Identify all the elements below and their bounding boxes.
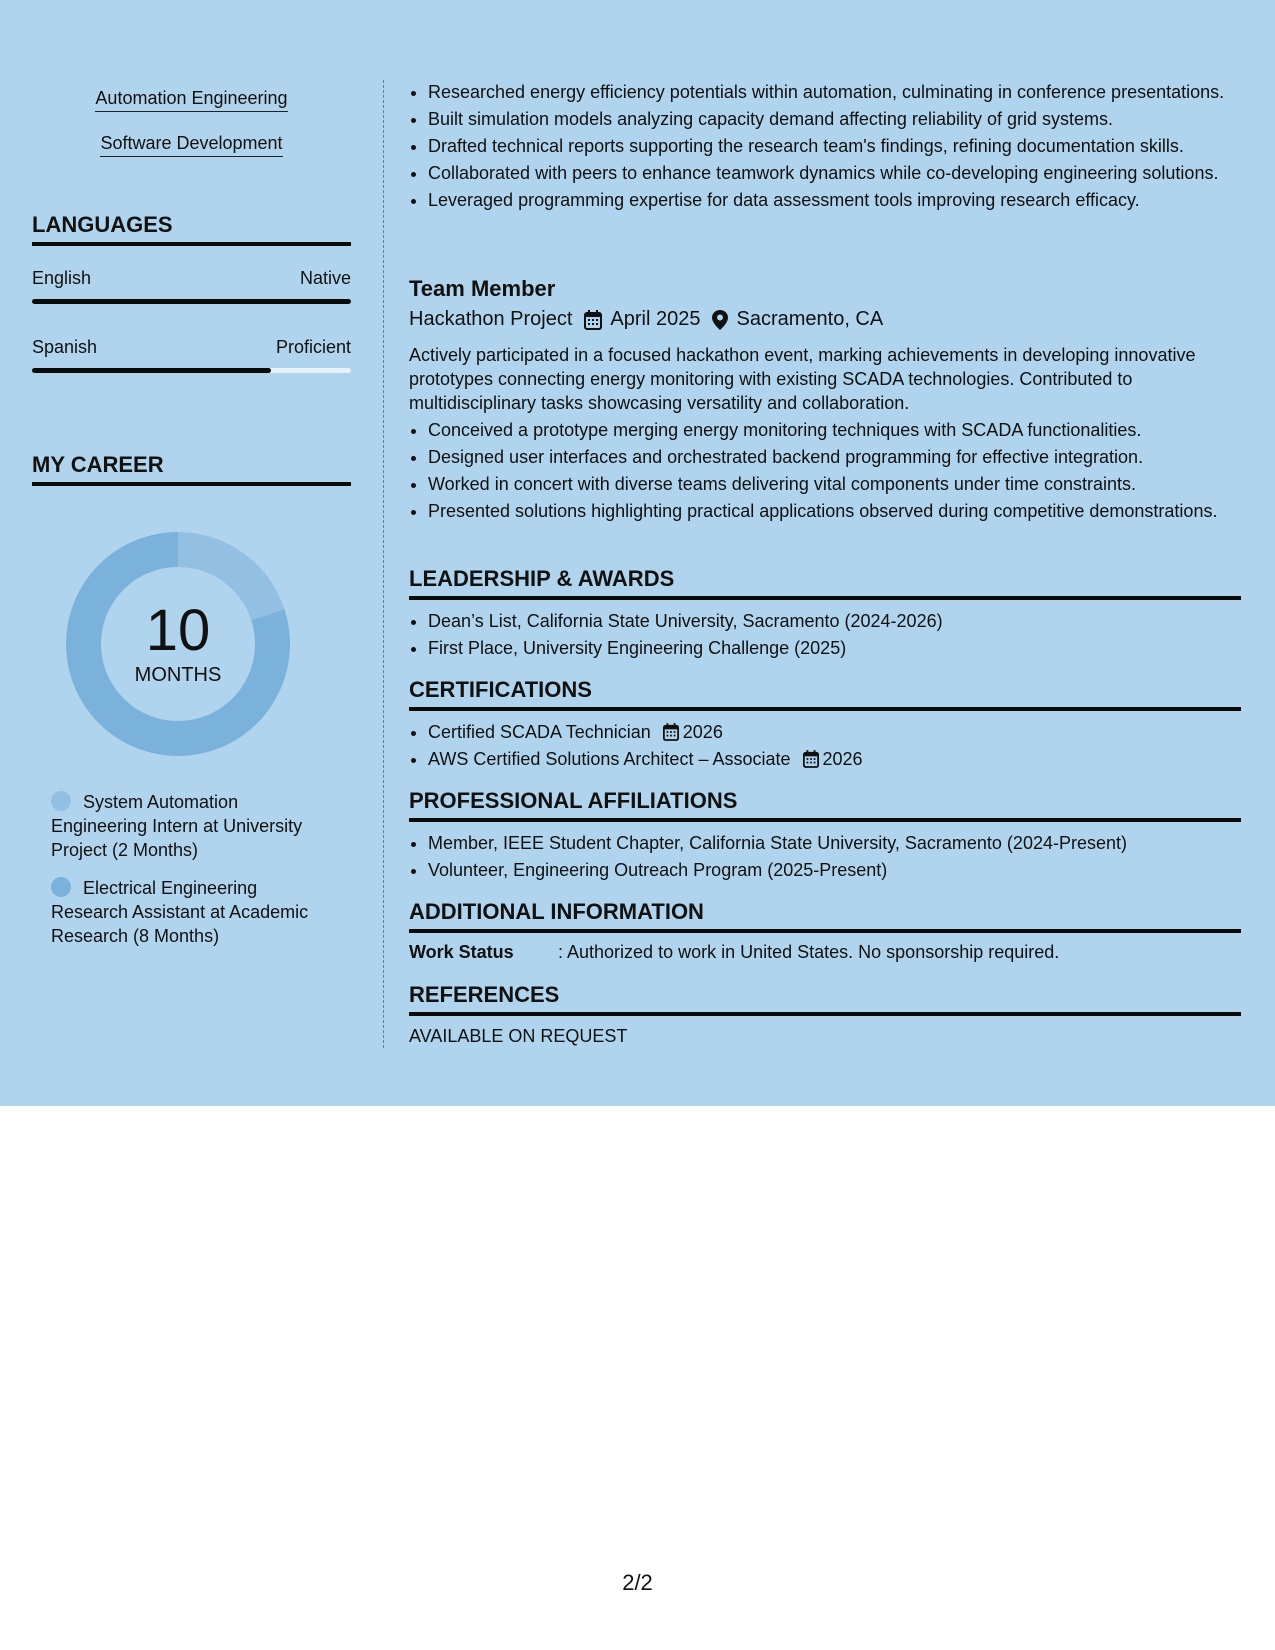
list-item: • Presented solutions highlighting practical applications observed during competitive demonstrations. — [428, 499, 1260, 523]
list-item: • Designed user interfaces and orchestrated backend programming for effective integration. — [428, 445, 1260, 469]
language-proficiency-fill — [32, 368, 271, 373]
certifications-list — [409, 720, 1260, 774]
list-item — [428, 720, 1260, 744]
career-total-value: 10 — [145, 597, 211, 663]
list-item: • Volunteer, Engineering Outreach Program (2025-Present) — [428, 858, 1260, 882]
page-number: 2/2 — [622, 1570, 653, 1595]
calendar-icon — [584, 310, 602, 330]
language-row — [32, 268, 351, 289]
skill-label: Software Development — [100, 133, 282, 157]
location-pin-icon — [712, 310, 728, 330]
entry-meta — [409, 308, 883, 331]
list-item: • Member, IEEE Student Chapter, California State University, Sacramento (2024-Present) — [428, 831, 1260, 855]
list-item — [428, 747, 1260, 771]
work-status-row — [409, 942, 1059, 963]
list-item: • Drafted technical reports supporting the research team's findings, refining documentation skills. — [428, 134, 1260, 158]
additional-info-heading: ADDITIONAL INFORMATION — [409, 899, 1241, 933]
career-legend-item — [51, 876, 331, 948]
certification-year: 2026 — [822, 749, 863, 769]
entry-description: Actively participated in a focused hackathon event, marking achievements in developing innovative prototypes connecting energy monitoring with existing SCADA technologies. Contributed to multidisciplinary tasks showcasing versatility and collaboration. — [409, 345, 1196, 413]
experience-bullet-list — [409, 80, 1260, 215]
language-row — [32, 337, 351, 358]
certification-name: • Certified SCADA Technician — [428, 722, 651, 742]
skill-item — [32, 133, 351, 157]
skill-label: Automation Engineering — [95, 88, 287, 112]
work-status-value: : Authorized to work in United States. No sponsorship required. — [558, 942, 1060, 962]
list-item: • First Place, University Engineering Challenge (2025) — [428, 636, 1260, 660]
legend-color-dot — [51, 791, 71, 811]
entry-location: Sacramento, CA — [736, 308, 884, 330]
entry-date: April 2025 — [610, 308, 701, 330]
affiliations-list — [409, 831, 1260, 885]
language-level: Native — [299, 268, 351, 288]
references-heading: REFERENCES — [409, 982, 1241, 1016]
column-divider — [383, 80, 384, 1048]
legend-label: Electrical Engineering Research Assistant at Academic Research (8 Months) — [51, 878, 309, 946]
calendar-icon — [663, 723, 679, 741]
career-donut-center — [66, 532, 290, 756]
language-level: Proficient — [275, 337, 351, 357]
leadership-list — [409, 609, 1260, 663]
skill-item — [32, 88, 351, 112]
list-item: • Leveraged programming expertise for data assessment tools improving research efficacy. — [428, 188, 1260, 212]
list-item: • Worked in concert with diverse teams delivering vital components under time constraints. — [428, 472, 1260, 496]
entry-organization: Hackathon Project — [409, 308, 573, 330]
legend-color-dot — [51, 877, 71, 897]
languages-heading: LANGUAGES — [32, 212, 351, 246]
certifications-heading: CERTIFICATIONS — [409, 677, 1241, 711]
language-proficiency-bar — [32, 299, 351, 304]
leadership-heading: LEADERSHIP & AWARDS — [409, 566, 1241, 600]
career-legend-item — [51, 790, 331, 862]
legend-label: System Automation Engineering Intern at University Project (2 Months) — [51, 792, 303, 860]
language-proficiency-fill — [32, 299, 351, 304]
entry-title: Team Member — [409, 276, 556, 301]
list-item: • Dean’s List, California State University, Sacramento (2024-2026) — [428, 609, 1260, 633]
list-item: • Researched energy efficiency potentials within automation, culminating in conference presentations. — [428, 80, 1260, 104]
references-text: AVAILABLE ON REQUEST — [409, 1026, 628, 1046]
work-status-label: Work Status — [409, 942, 514, 962]
team-member-bullet-list — [409, 418, 1260, 526]
affiliations-heading: PROFESSIONAL AFFILIATIONS — [409, 788, 1241, 822]
list-item: • Collaborated with peers to enhance teamwork dynamics while co-developing engineering solutions. — [428, 161, 1260, 185]
certification-year: 2026 — [682, 722, 723, 742]
language-name: English — [32, 268, 92, 288]
certification-name: • AWS Certified Solutions Architect – Associate — [428, 749, 791, 769]
language-name: Spanish — [32, 337, 98, 357]
calendar-icon — [803, 750, 819, 768]
list-item: • Built simulation models analyzing capacity demand affecting reliability of grid systems. — [428, 107, 1260, 131]
career-heading: MY CAREER — [32, 452, 351, 486]
list-item: • Conceived a prototype merging energy monitoring techniques with SCADA functionalities. — [428, 418, 1260, 442]
language-proficiency-bar — [32, 368, 351, 373]
career-total-unit: MONTHS — [134, 663, 222, 686]
